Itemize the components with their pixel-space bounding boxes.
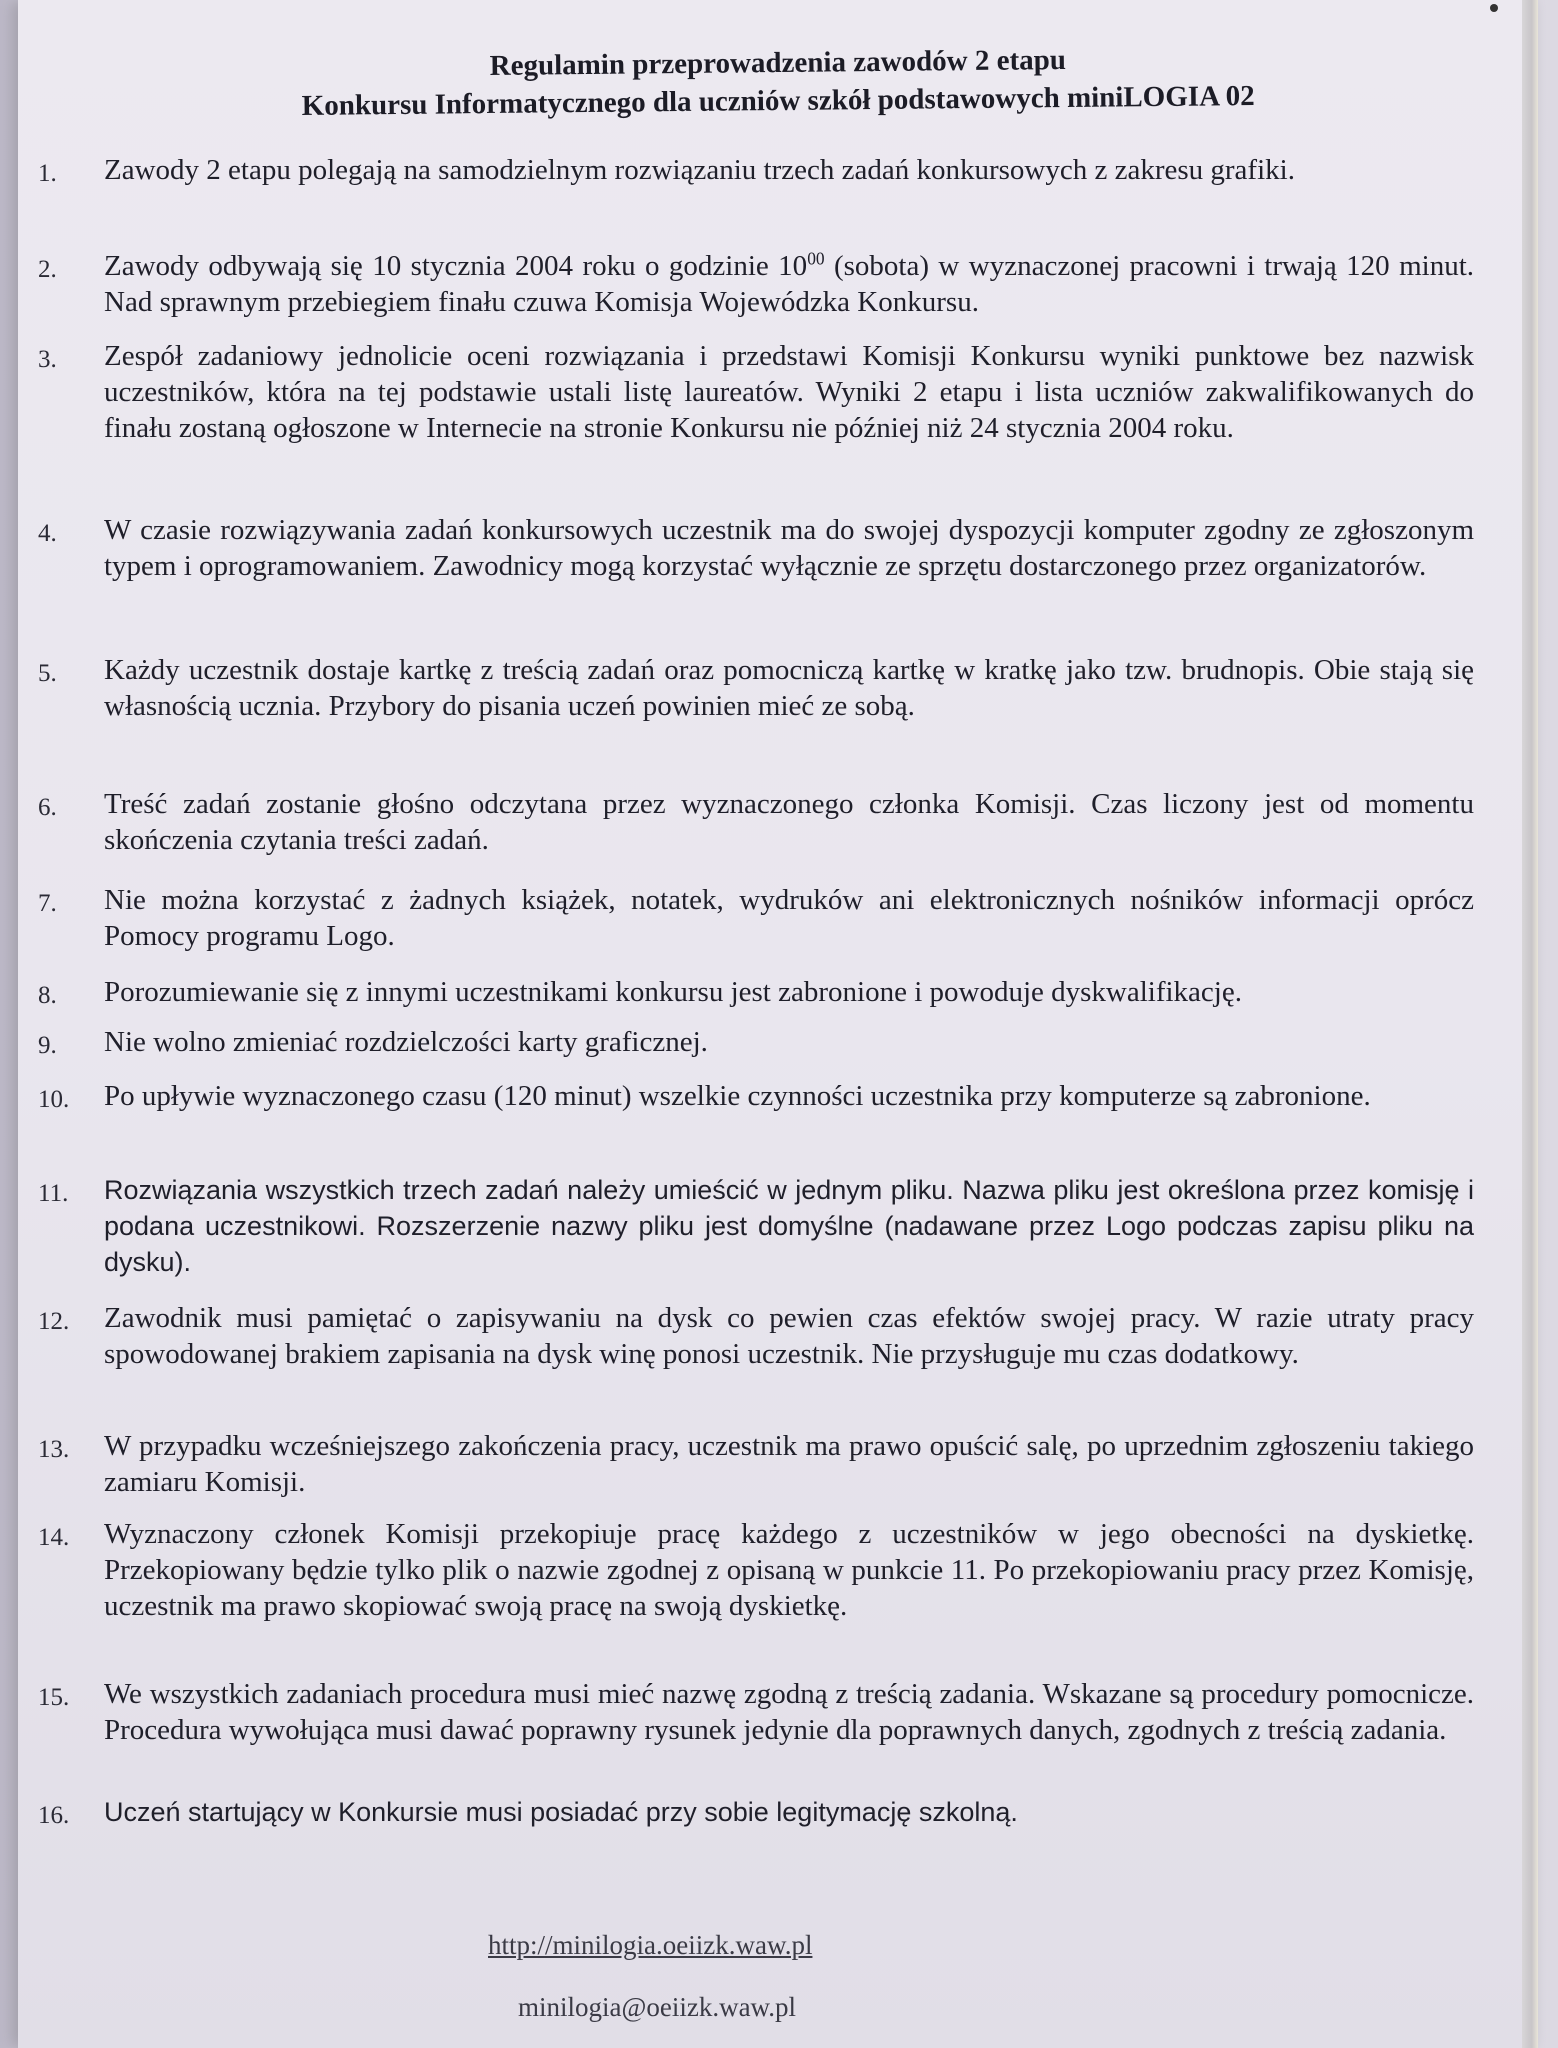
item-text: Każdy uczestnik dostaje kartkę z treścią zadań oraz pomocniczą kartkę w kratkę jako tzw. brudnopis. Obie stają się własnością ucznia. Przybory do pisania uczeń powinien mieć ze sobą.	[104, 654, 1474, 722]
item-text: W przypadku wcześniejszego zakończenia pracy, uczestnik ma prawo opuścić salę, po uprzednim zgłoszeniu takiego zamiaru Komisji.	[104, 1430, 1474, 1498]
item-number: 7.	[38, 890, 57, 917]
document-page	[18, 0, 1538, 2048]
item-text: Nie można korzystać z żadnych książek, notatek, wydruków ani elektronicznych nośników informacji oprócz Pomocy programu Logo.	[104, 884, 1474, 952]
item-text: Nie wolno zmieniać rozdzielczości karty graficznej.	[104, 1026, 708, 1058]
item-number: 4.	[38, 520, 57, 547]
title-line-1: Regulamin przeprowadzenia zawodów 2 etapu	[489, 43, 1067, 83]
item-number: 5.	[38, 660, 57, 687]
item-number: 6.	[38, 794, 57, 821]
item-text-part: Zawody odbywają się 10 stycznia 2004 roku o godzinie 10	[104, 250, 808, 282]
item-number: 16.	[38, 1802, 70, 1829]
item-number: 1.	[38, 160, 57, 187]
item-number: 10.	[38, 1086, 70, 1113]
item-number: 9.	[38, 1032, 57, 1059]
time-superscript: 00	[807, 248, 825, 269]
item-text: Wyznaczony członek Komisji przekopiuje pracę każdego z uczestników w jego obecności na dyskietkę. Przekopiowany będzie tylko plik o nazwie zgodnej z opisaną w punkcie 11. Po przekopiowaniu pracy przez Komisję, uczestnik ma prawo skopiować swoją pracę na swoją dyskietkę.	[104, 1518, 1474, 1622]
item-text: Rozwiązania wszystkich trzech zadań należy umieścić w jednym pliku. Nazwa pliku jest określona przez komisję i podana uczestnikowi. Rozszerzenie nazwy pliku jest domyślne (nadawane przez Logo podczas zapisu pliku na dysku).	[104, 1175, 1474, 1277]
document-title	[148, 37, 1409, 126]
footer-url-link[interactable]: http://minilogia.oeiizk.waw.pl	[488, 1930, 813, 1960]
item-number: 13.	[38, 1436, 70, 1463]
item-text-part: (sobota) w wyznaczonej pracowni i trwają 120 minut. Nad sprawnym przebiegiem finału czuwa Komisja Wojewódzka Konkursu.	[104, 250, 1475, 318]
item-number: 14.	[38, 1524, 70, 1551]
item-text: Zawody 2 etapu polegają na samodzielnym rozwiązaniu trzech zadań konkursowych z zakresu grafiki.	[104, 154, 1295, 186]
page-edge	[1522, 0, 1538, 2048]
item-number: 11.	[38, 1180, 69, 1207]
item-number: 8.	[38, 982, 57, 1009]
item-text	[104, 248, 1474, 320]
item-number: 12.	[38, 1308, 70, 1335]
item-text: Zawodnik musi pamiętać o zapisywaniu na dysk co pewien czas efektów swojej pracy. W razie utraty pracy spowodowanej brakiem zapisania na dysk winę ponosi uczestnik. Nie przysługuje mu czas dodatkowy.	[104, 1302, 1474, 1370]
item-text: Uczeń startujący w Konkursie musi posiadać przy sobie legitymację szkolną.	[104, 1797, 1018, 1827]
item-number: 2.	[38, 256, 57, 283]
item-text: We wszystkich zadaniach procedura musi mieć nazwę zgodną z treścią zadania. Wskazane są procedury pomocnicze. Procedura wywołująca musi dawać poprawny rysunek jedynie dla poprawnych danych, zgodnych z treścią zadania.	[104, 1678, 1474, 1746]
item-text: Po upływie wyznaczonego czasu (120 minut) wszelkie czynności uczestnika przy komputerze są zabronione.	[104, 1080, 1371, 1112]
footer-email[interactable]: minilogia@oeiizk.waw.pl	[518, 1992, 797, 2022]
item-text: W czasie rozwiązywania zadań konkursowych uczestnik ma do swojej dyspozycji komputer zgodny ze zgłoszonym typem i oprogramowaniem. Zawodnicy mogą korzystać wyłącznie ze sprzętu dostarczonego przez organizatorów.	[104, 514, 1474, 582]
title-line-2: Konkursu Informatycznego dla uczniów szkół podstawowych miniLOGIA 02	[301, 80, 1255, 122]
item-text: Treść zadań zostanie głośno odczytana przez wyznaczonego członka Komisji. Czas liczony jest od momentu skończenia czytania treści zadań.	[104, 788, 1474, 856]
item-text: Zespół zadaniowy jednolicie oceni rozwiązania i przedstawi Komisji Konkursu wyniki punktowe bez nazwisk uczestników, która na tej podstawie ustali listę laureatów. Wyniki 2 etapu i lista uczniów zakwalifikowanych do finału zostaną ogłoszone w Internecie na stronie Konkursu nie później niż 24 stycznia 2004 roku.	[104, 340, 1474, 444]
item-number: 3.	[38, 346, 57, 373]
item-text: Porozumiewanie się z innymi uczestnikami konkursu jest zabronione i powoduje dyskwalifikację.	[104, 976, 1242, 1008]
paper-mark	[1490, 4, 1498, 12]
item-number: 15.	[38, 1684, 70, 1711]
